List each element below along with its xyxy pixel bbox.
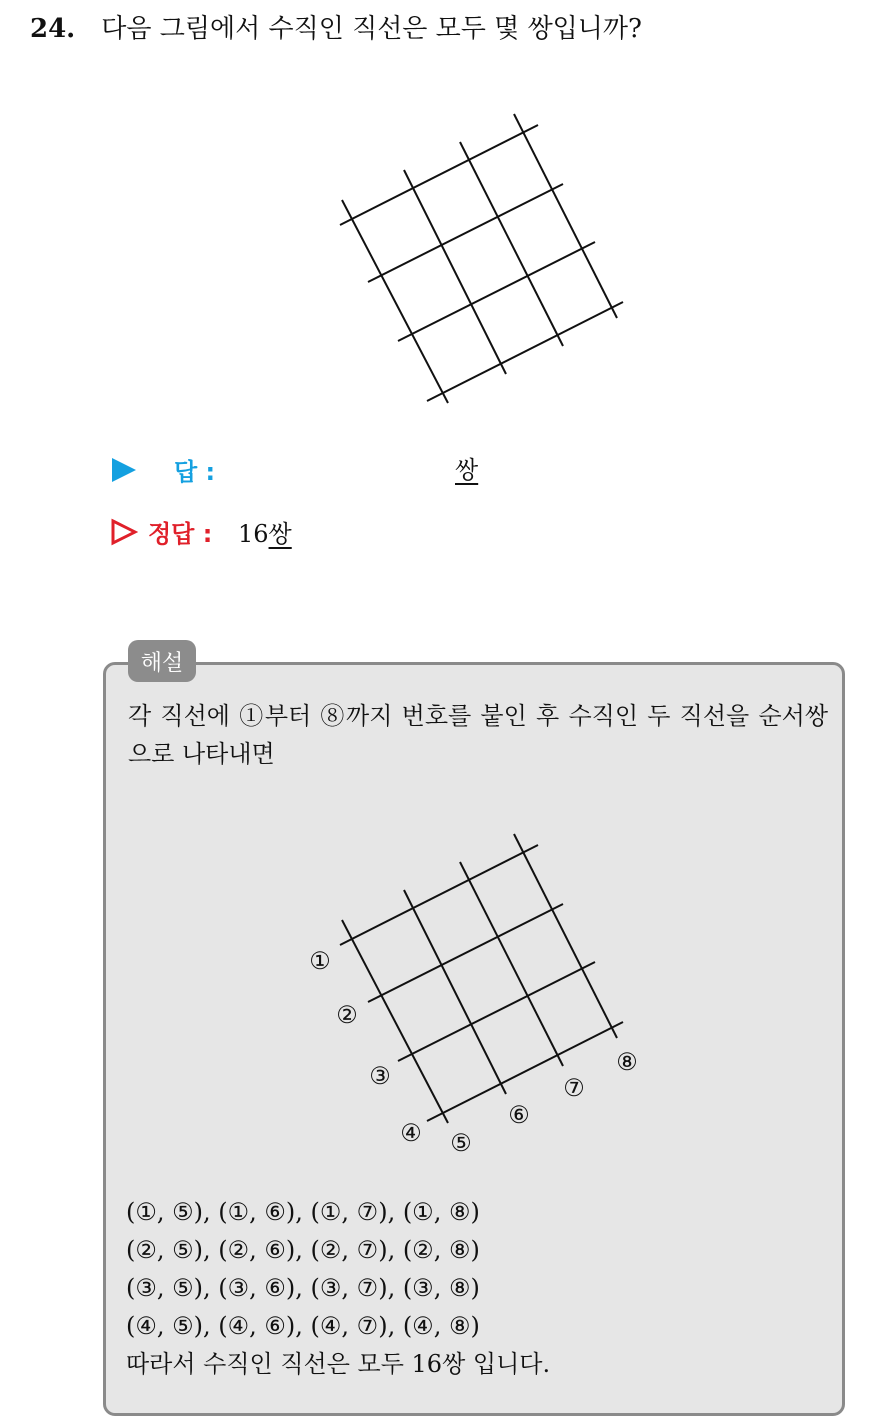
line-label-6: ⑥ [508, 1101, 530, 1129]
line-label-5: ⑤ [450, 1129, 472, 1157]
line-label-2: ② [336, 1001, 358, 1029]
exp-grid-line-3 [398, 962, 595, 1061]
grid-line-1 [340, 125, 538, 225]
grid-line-4 [427, 302, 623, 401]
grid-line-2 [368, 184, 563, 282]
exp-grid-line-7 [460, 862, 563, 1066]
explanation-conclusion: 따라서 수직인 직선은 모두 16쌍 입니다. [126, 1350, 551, 1378]
question [30, 12, 642, 46]
grid-line-8 [514, 114, 617, 318]
correct-answer-label: 정답 : [148, 520, 213, 548]
exp-grid-line-8 [514, 834, 617, 1038]
grid-line-3 [398, 242, 595, 341]
pair-row: (②, ⑤), (②, ⑥), (②, ⑦), (②, ⑧) [126, 1236, 480, 1264]
pair-row: (①, ⑤), (①, ⑥), (①, ⑦), (①, ⑧) [126, 1198, 480, 1226]
question-grid-figure [320, 100, 640, 420]
correct-answer-value [238, 514, 292, 549]
correct-answer-row [110, 512, 530, 552]
answer-blank-unit: 쌍 [455, 456, 479, 484]
answer-row [110, 450, 530, 490]
line-label-7: ⑦ [563, 1074, 585, 1102]
answer-label: 답 : [174, 458, 216, 486]
correct-answer-number: 16 [238, 520, 269, 548]
question-text: 다음 그림에서 수직인 직선은 모두 몇 쌍입니까? [101, 14, 642, 44]
correct-answer-unit: 쌍 [268, 520, 292, 548]
pair-row: (③, ⑤), (③, ⑥), (③, ⑦), (③, ⑧) [126, 1274, 480, 1302]
exp-grid-line-2 [368, 904, 563, 1002]
question-number: 24. [30, 14, 76, 44]
answer-play-icon [110, 456, 138, 484]
pair-row: (④, ⑤), (④, ⑥), (④, ⑦), (④, ⑧) [126, 1312, 480, 1340]
exp-grid-line-5 [342, 920, 448, 1123]
grid-line-7 [460, 142, 563, 346]
line-label-8: ⑧ [616, 1048, 638, 1076]
line-label-1: ① [309, 947, 331, 975]
explanation-intro: 각 직선에 ①부터 ⑧까지 번호를 붙인 후 수직인 두 직선을 순서쌍으로 나타내면 [128, 702, 828, 768]
perpendicular-pairs [126, 1193, 550, 1383]
correct-answer-outline-play-icon [110, 518, 138, 546]
explanation-grid-figure [290, 820, 660, 1160]
line-label-4: ④ [400, 1119, 422, 1147]
explanation-tab: 해설 [128, 640, 196, 682]
grid-line-5 [342, 200, 448, 403]
line-label-3: ③ [369, 1062, 391, 1090]
exp-grid-line-1 [340, 845, 538, 945]
